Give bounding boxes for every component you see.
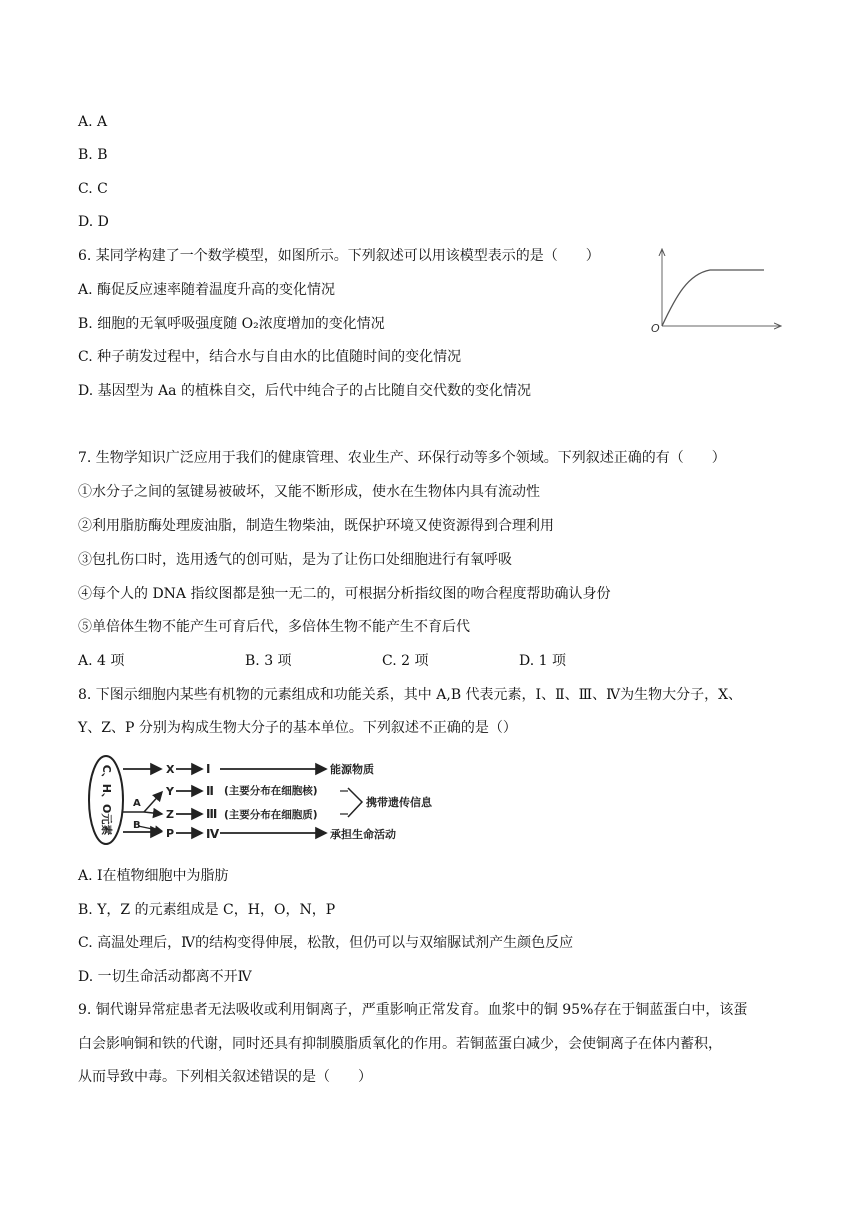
q7-option-b: B. 3 项: [245, 653, 292, 669]
macro-2: Ⅱ: [206, 784, 214, 798]
q5-option-d: D. D: [78, 214, 109, 230]
q5-option-a: A. A: [78, 114, 108, 130]
q7-option-c: C. 2 项: [382, 653, 429, 669]
q7-option-d: D. 1 项: [519, 653, 566, 669]
q8-option-b: B. Y，Z 的元素组成是 C，H，O，N，P: [78, 902, 336, 918]
note-nucleus: (主要分布在细胞核): [224, 785, 318, 797]
note-cytoplasm: (主要分布在细胞质): [224, 809, 318, 821]
unit-p: P: [166, 827, 175, 840]
q9-stem-line1: 9. 铜代谢异常症患者无法吸收或利用铜离子，严重影响正常发育。血浆中的铜 95%存在于铜蓝蛋白中，该蛋: [78, 1002, 748, 1018]
label-b: B: [133, 820, 141, 831]
q8-stem-line2: Y、Z、P 分别为构成生物大分子的基本单位。下列叙述不正确的是（）: [78, 720, 517, 736]
q6-model-graph: [648, 246, 788, 338]
macro-1: Ⅰ: [206, 762, 211, 776]
q8-option-a: A. Ⅰ在植物细胞中为脂肪: [78, 868, 229, 884]
q6-option-b: B. 细胞的无氧呼吸强度随 O₂浓度增加的变化情况: [78, 316, 385, 332]
q6-option-a: A. 酶促反应速率随着温度升高的变化情况: [78, 282, 336, 298]
q7-statement-4: ④每个人的 DNA 指纹图都是独一无二的，可根据分析指纹图的吻合程度帮助确认身份: [78, 586, 611, 602]
func-genetic-info: 携带遗传信息: [366, 796, 432, 809]
q7-statement-3: ③包扎伤口时，选用透气的创可贴，是为了让伤口处细胞进行有氧呼吸: [78, 552, 512, 568]
graph-origin-label: O: [651, 322, 660, 335]
q8-option-d: D. 一切生命活动都离不开Ⅳ: [78, 969, 252, 985]
unit-x: X: [166, 763, 175, 776]
func-energy: 能源物质: [330, 763, 374, 776]
label-a: A: [133, 798, 141, 809]
macro-4: Ⅳ: [206, 827, 220, 841]
func-life-activities: 承担生命活动: [330, 828, 396, 841]
q5-option-b: B. B: [78, 147, 108, 163]
q6-option-d: D. 基因型为 Aa 的植株自交，后代中纯合子的占比随自交代数的变化情况: [78, 383, 531, 399]
q6-stem: 6. 某同学构建了一个数学模型，如图所示。下列叙述可以用该模型表示的是（ ）: [78, 248, 600, 264]
elements-label: C、H、O元素: [100, 764, 113, 836]
q7-statement-5: ⑤单倍体生物不能产生可育后代，多倍体生物不能产生不育后代: [78, 619, 470, 635]
q8-stem-line1: 8. 下图示细胞内某些有机物的元素组成和功能关系，其中 A,B 代表元素，Ⅰ、Ⅱ、Ⅲ、Ⅳ为生物大分子，X、: [78, 687, 743, 703]
q7-statement-2: ②利用脂肪酶处理废油脂，制造生物柴油，既保护环境又使资源得到合理利用: [78, 518, 554, 534]
graph-saturation-curve: [662, 270, 764, 326]
brace: [348, 788, 362, 817]
q8-option-c: C. 高温处理后，Ⅳ的结构变得伸展，松散，但仍可以与双缩脲试剂产生颜色反应: [78, 935, 574, 951]
q7-option-a: A. 4 项: [78, 653, 125, 669]
macro-3: Ⅲ: [206, 807, 218, 821]
q6-option-c: C. 种子萌发过程中，结合水与自由水的比值随时间的变化情况: [78, 349, 462, 365]
q7-statement-1: ①水分子之间的氢键易被破坏，又能不断形成，使水在生物体内具有流动性: [78, 484, 540, 500]
q9-stem-line2: 白会影响铜和铁的代谢，同时还具有抑制膜脂质氧化的作用。若铜蓝蛋白减少，会使铜离子在体内蓄积，: [78, 1036, 722, 1052]
q7-stem: 7. 生物学知识广泛应用于我们的健康管理、农业生产、环保行动等多个领域。下列叙述正确的有（ ）: [78, 450, 726, 466]
unit-y: Y: [166, 785, 174, 798]
q9-stem-line3: 从而导致中毒。下列相关叙述错误的是（ ）: [78, 1069, 372, 1085]
q5-option-c: C. C: [78, 181, 108, 197]
q8-organic-molecule-diagram: [78, 752, 448, 850]
unit-z: Z: [166, 808, 174, 821]
